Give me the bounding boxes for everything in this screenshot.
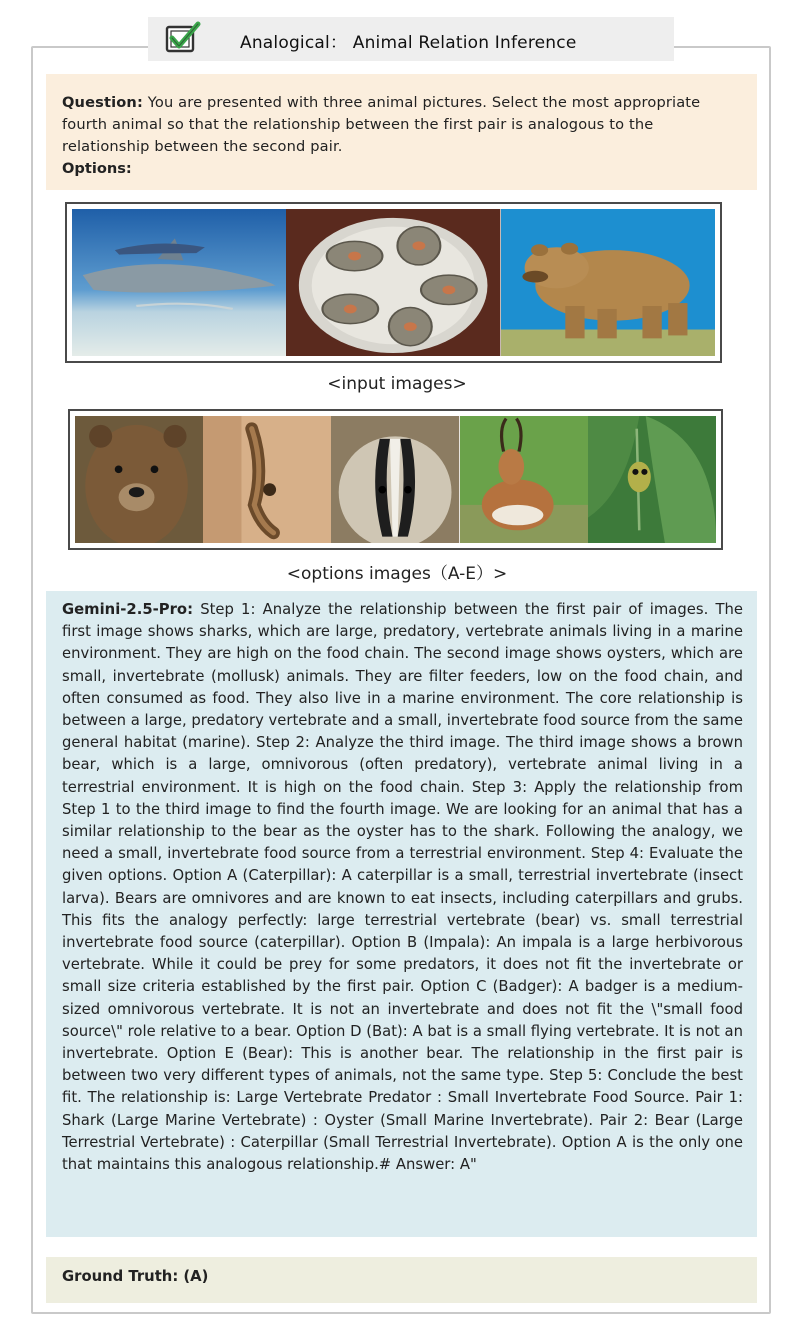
page-title: Analogical： Animal Relation Inference <box>240 33 577 53</box>
option-e-bat-image <box>588 416 716 543</box>
input-images-strip <box>65 202 722 363</box>
option-b-caterpillar-image <box>203 416 331 543</box>
model-name: Gemini-2.5-Pro: <box>62 601 193 618</box>
question-text: You are presented with three animal pictures. Select the most appropriate fourth animal so that the relationship between the first pair is analogous to the relationship between the second pair. <box>62 94 701 155</box>
input-images-caption: <input images> <box>327 374 467 394</box>
option-images-strip <box>68 409 723 550</box>
option-a-bear-image <box>75 416 203 543</box>
title-bar <box>148 17 674 61</box>
question-paragraph <box>62 92 742 158</box>
model-answer-box <box>46 591 757 1237</box>
options-label: Options: <box>62 160 132 177</box>
checkbox-check-icon <box>162 21 204 57</box>
question-box <box>46 74 757 190</box>
option-c-badger-image <box>331 416 459 543</box>
ground-truth-text: Ground Truth: (A) <box>62 1268 209 1285</box>
option-d-impala-image <box>460 416 588 543</box>
ground-truth-box <box>46 1257 757 1303</box>
brown-bear-image <box>501 209 715 356</box>
oysters-image <box>286 209 500 356</box>
option-images-caption: <options images（A-E）> <box>286 564 508 584</box>
question-label: Question: <box>62 94 143 111</box>
shark-image <box>72 209 286 356</box>
model-answer-text: Step 1: Analyze the relationship between the first pair of images. The first image shows sharks, which are large, predatory, vertebrate animals living in a marine environment. They are high on the food chain. The second image shows oysters, which are small, invertebrate (mollusk) animals. They are filter feeders, low on the food chain, and often consumed as food. They also live in a marine environment. The core relationship is between a large, predatory vertebrate and a small, invertebrate food source from the same general habitat (marine). Step 2: Analyze the third image. The third image shows a brown bear, which is a large, omnivorous (often predatory), vertebrate animal living in a terrestrial environment. It is high on the food chain. Step 3: Apply the relationship from Step 1 to the third image to find the fourth image. We are looking for an animal that has a similar relationship to the bear as the oyster has to the shark. Following the analogy, we need a small, invertebrate food source from a terrestrial environment. Step 4: Evaluate the given options. Option A (Caterpillar): A caterpillar is a small, terrestrial invertebrate (insect larva). Bears are omnivores and are known to eat insects, including caterpillars and grubs. This fits the analogy perfectly: large terrestrial vertebrate (bear) vs. small terrestrial invertebrate food source (caterpillar). Option B (Impala): An impala is a large herbivorous vertebrate. While it could be prey for some predators, it does not fit the invertebrate or small size criteria established by the first pair. Option C (Badger): A badger is a medium-sized omnivorous vertebrate. It is not an invertebrate and does not fit the \"small food source\" role relative to a bear. Option D (Bat): A bat is a small flying vertebrate. It is not an invertebrate. Option E (Bear): This is another bear. The relationship in the first pair is between two very different types of animals, not the same type. Step 5: Conclude the best fit. The relationship is: Large Vertebrate Predator : Small Invertebrate Food Source. Pair 1: Shark (Large Marine Vertebrate) : Oyster (Small Marine Invertebrate). Pair 2: Bear (Large Terrestrial Vertebrate) : Caterpillar (Small Terrestrial Invertebrate). Option A is the only one that maintains this analogous relationship.# Answer: A" <box>62 601 743 1174</box>
